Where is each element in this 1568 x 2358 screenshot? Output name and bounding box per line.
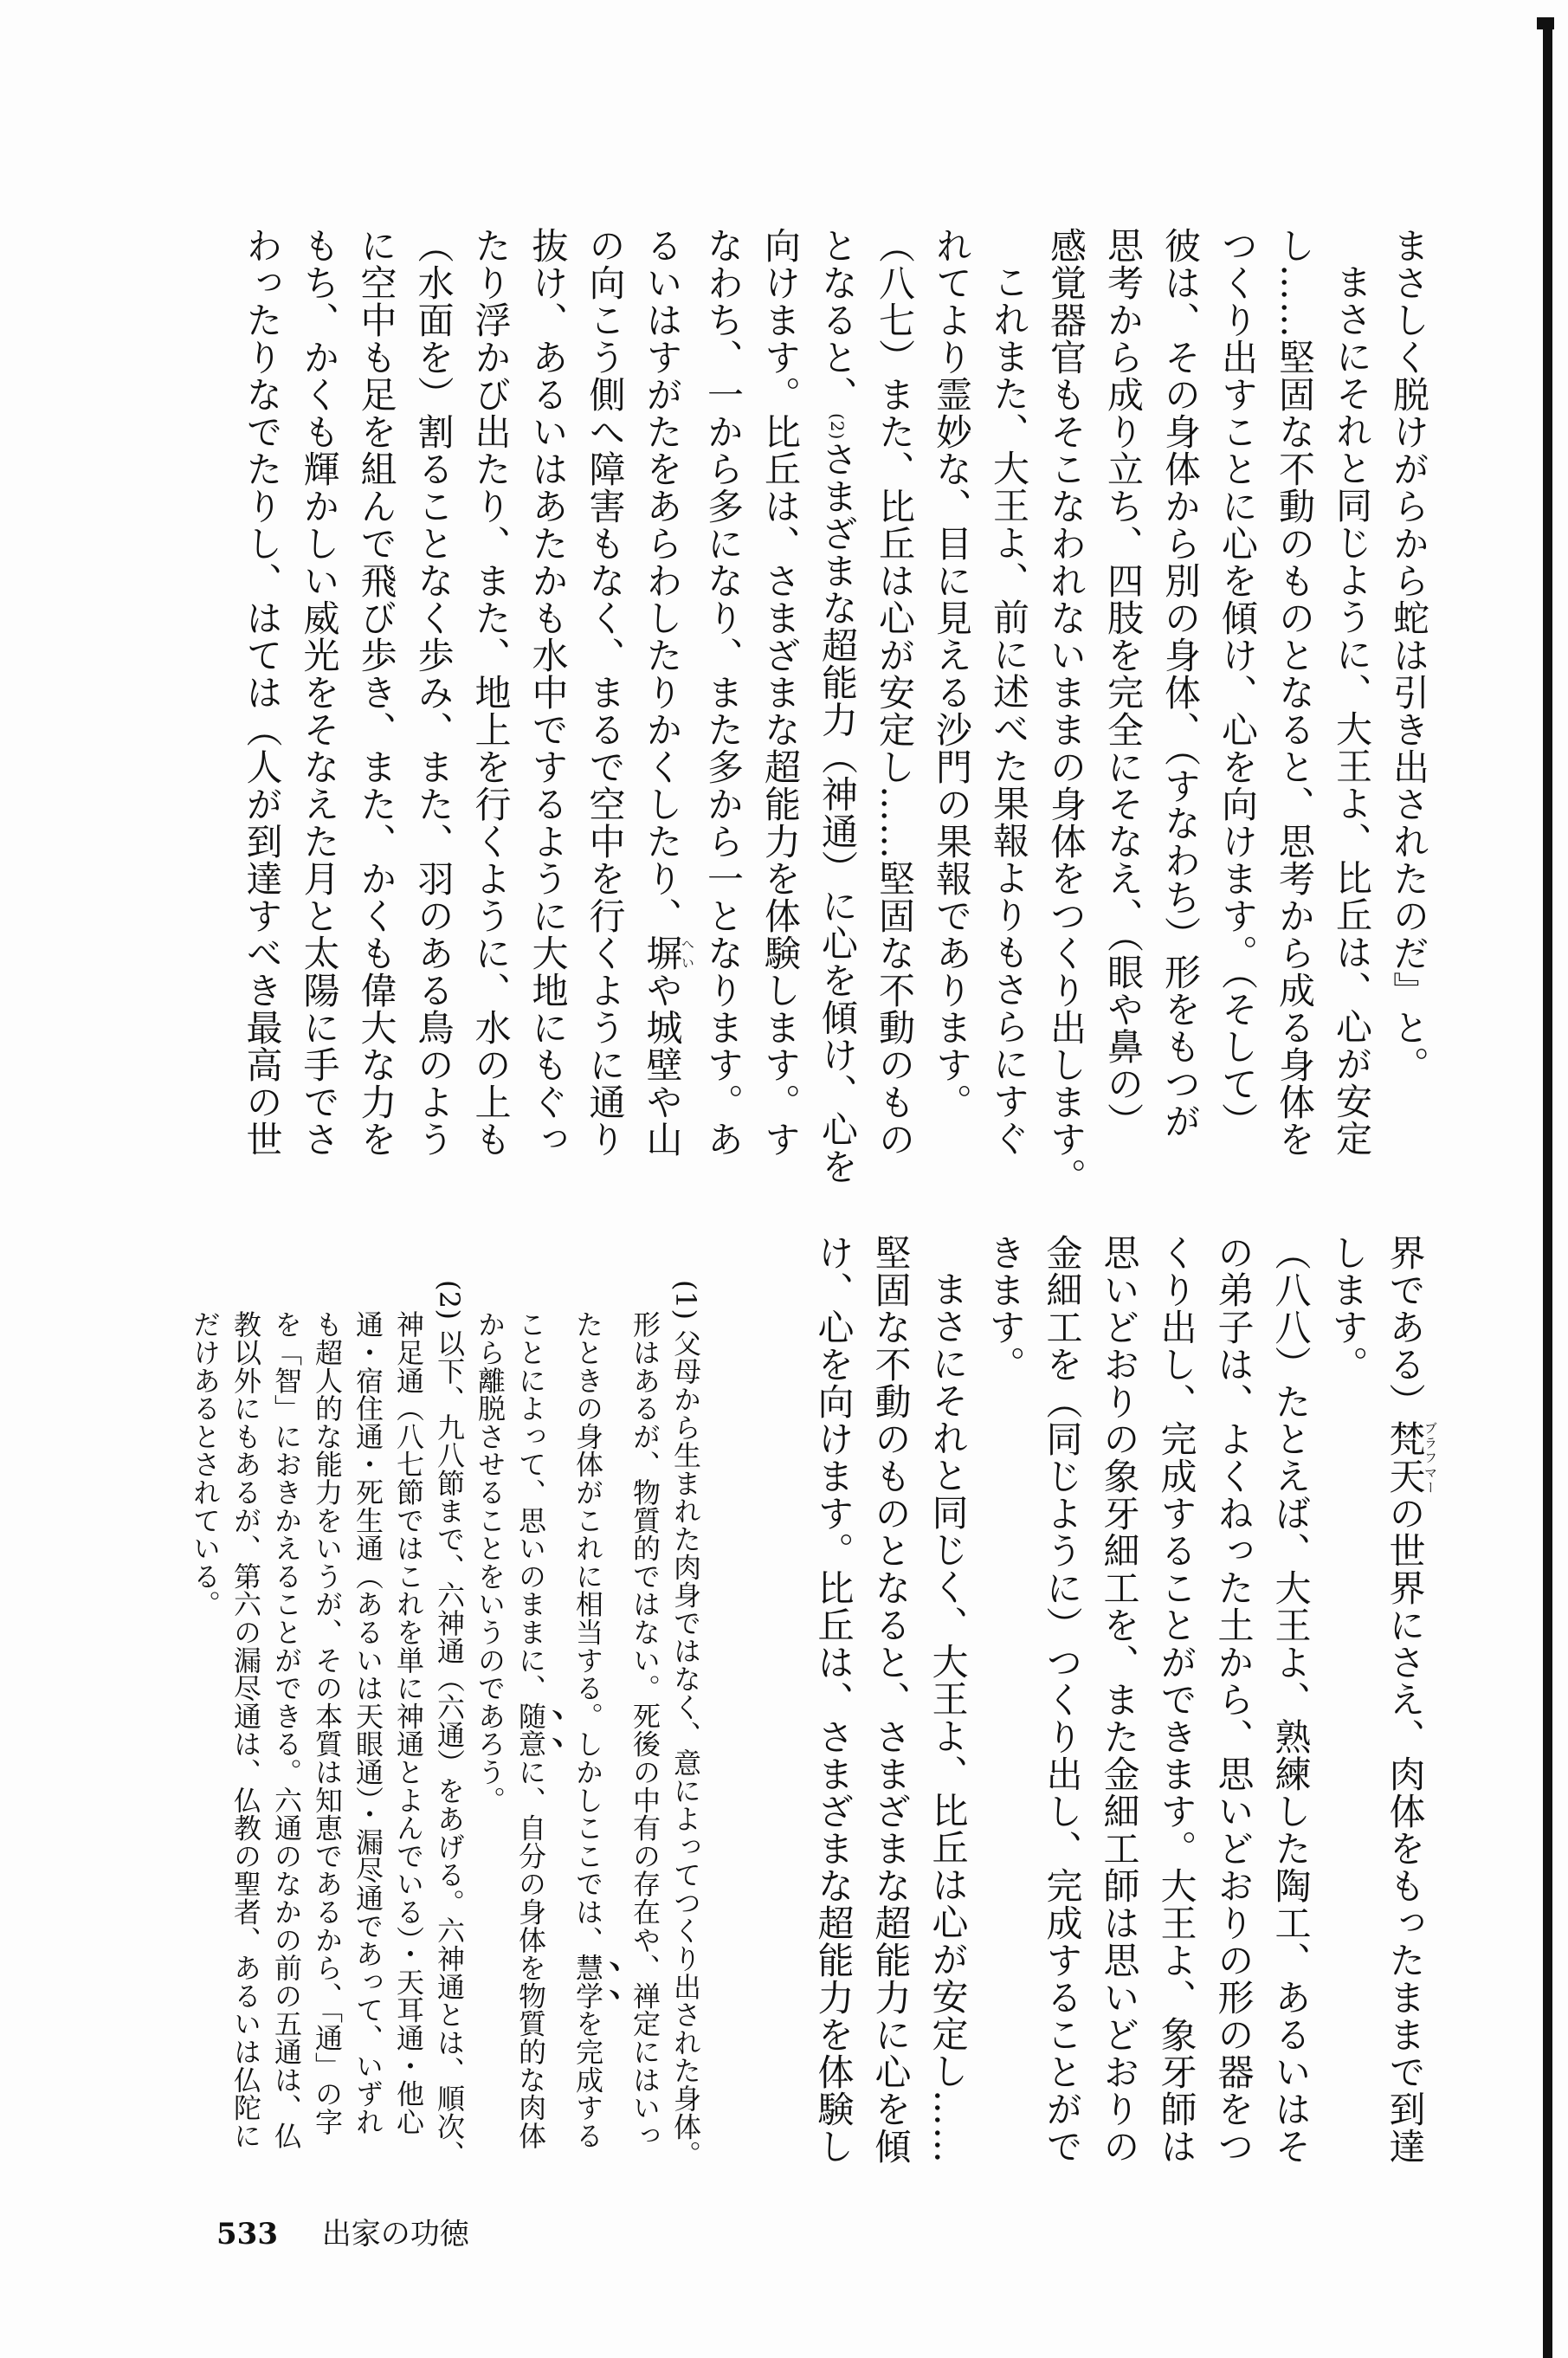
footnote-line: も超人的な能力をいうが、その本質は知恵であるから、「通」の字 [311, 1310, 344, 2136]
emphasis-text: 随意 [514, 1702, 547, 1758]
text-column: 彼は、その身体から別の身体、（すなわち）形をもつが [1159, 227, 1202, 1140]
text-column: （八八）たとえば、大王よ、熟練した陶工、あるいはそ [1269, 1234, 1313, 2165]
text-column: （八七）また、比丘は心が安定し……堅固な不動のもの [874, 227, 916, 1158]
footnote-line: から離脱させることをいうのであろう。 [474, 1310, 507, 1814]
text-column: まさにそれと同じように、大王よ、比丘は、心が安定 [1331, 263, 1373, 1157]
ruby-annotation: 梵天ブラフマー [1384, 1420, 1438, 1495]
footnote-line: (1) 父母から生まれた肉身ではなく、意によってつくり出された身体。 [669, 1280, 702, 2168]
text-column: 感覚器官もそこなわれないままの身体をつくり出します。 [1045, 227, 1087, 1195]
text-column: なわち、一から多になり、また多から一となります。あ [702, 227, 745, 1158]
text-column: となると、(2)さまざまな超能力（神通）に心を傾け、心を [816, 227, 859, 1185]
page-number: 533 [216, 2217, 278, 2251]
page-footer [216, 2217, 469, 2251]
text-column: 向けます。比丘は、さまざまな超能力を体験します。す [759, 227, 802, 1158]
binding-edge-bar [1543, 24, 1552, 2358]
text-column: まさにそれと同じく、大王よ、比丘は心が安定し…… [926, 1270, 970, 2164]
text-column: つくり出すことに心を傾け、心を向けます。（そして） [1216, 227, 1259, 1140]
text-column: まさしく脱けがらから蛇は引き出されたのだ』と。 [1388, 227, 1430, 1083]
text-column: たり浮かび出たり、また、地上を行くように、水の上も [469, 227, 513, 1158]
footnote-ref: (2) [827, 413, 848, 441]
text-column: るいはすがたをあらわしたりかくしたり、塀へいや城壁や山 [641, 227, 695, 1158]
text-column: 金細工を（同じように）つくり出し、完成することがで [1041, 1234, 1084, 2165]
footnotes [184, 1280, 706, 2198]
footnote-line: だけあるとされている。 [189, 1310, 222, 1618]
footnote-line: 神足通（八七節ではこれを単に神通とよんでいる）・天耳通・他心 [392, 1310, 425, 2136]
text-column: わったりなでたりし、はては（人が到達すべき最高の世 [241, 227, 284, 1158]
text-column: に空中も足を組んで飛び歩き、また、かくも偉大な力を [355, 227, 398, 1158]
text-column: します。 [1326, 1234, 1370, 1383]
text-column: の向こう側へ障害もなく、まるで空中を行くように通り [584, 227, 627, 1158]
footnote-line: 通・宿住通・死生通（あるいは天眼通）・漏尽通であって、いずれ [352, 1310, 384, 2136]
text-column: 思いどおりの象牙細工を、また金細工師は思いどおりの [1098, 1234, 1141, 2165]
text-column: くり出し、完成することができます。大王よ、象牙師は [1155, 1234, 1198, 2165]
main-text-lower [805, 1234, 1438, 2195]
text-column: の弟子は、よくねった土から、思いどおりの形の器をつ [1212, 1234, 1255, 2165]
text-column: これまた、大王よ、前に述べた果報よりもさらにすぐ [988, 263, 1030, 1157]
footnote-line: (2) 以下、九八節まで、六神通（六通）をあげる。六神通とは、順次、 [433, 1280, 466, 2168]
footnote-line: たときの身体がこれに相当する。しかしここでは、慧学を完成する [571, 1310, 604, 2150]
text-column: 界である）梵天ブラフマーの世界にさえ、肉体をもったままで到達 [1384, 1234, 1438, 2165]
text-column: もち、かくも輝かしい威光をそなえた月と太陽に手でさ [298, 227, 341, 1158]
main-text-upper [234, 227, 1438, 1205]
footnote-line: 教以外にもあるが、第六の漏尽通は、仏教の聖者、あるいは仏陀に [229, 1310, 262, 2150]
ruby-annotation: 塀へい [641, 934, 695, 972]
text-column: れてより霊妙な、目に見える沙門の果報であります。 [931, 227, 973, 1121]
footnote-line: を「智」におきかえることができる。六通のなかの前の五通は、仏 [270, 1310, 303, 2150]
text-column: し……堅固な不動のものとなると、思考から成る身体を [1274, 227, 1316, 1158]
text-column: 抜け、あるいはあたかも水中でするように大地にもぐっ [526, 227, 570, 1158]
running-title: 出家の功徳 [321, 2217, 469, 2251]
text-column: 思考から成り立ち、四肢を完全にそなえ、（眼や鼻の） [1102, 227, 1145, 1140]
text-column: け、心を向けます。比丘は、さまざまな超能力を体験し [812, 1234, 855, 2165]
footnote-line: ことによって、思いのままに、随意に、自分の身体を物質的な肉体 [514, 1310, 547, 2150]
text-column: （水面を）割ることなく歩み、また、羽のある鳥のよう [412, 227, 455, 1158]
text-column: 堅固な不動のものとなると、さまざまな超能力に心を傾 [869, 1234, 913, 2165]
footnote-line: 形はあるが、物質的ではない。死後の中有の存在や、禅定にはいっ [629, 1310, 661, 2150]
emphasis-text: 慧学 [571, 1954, 604, 2010]
text-column: きます。 [984, 1234, 1027, 1383]
